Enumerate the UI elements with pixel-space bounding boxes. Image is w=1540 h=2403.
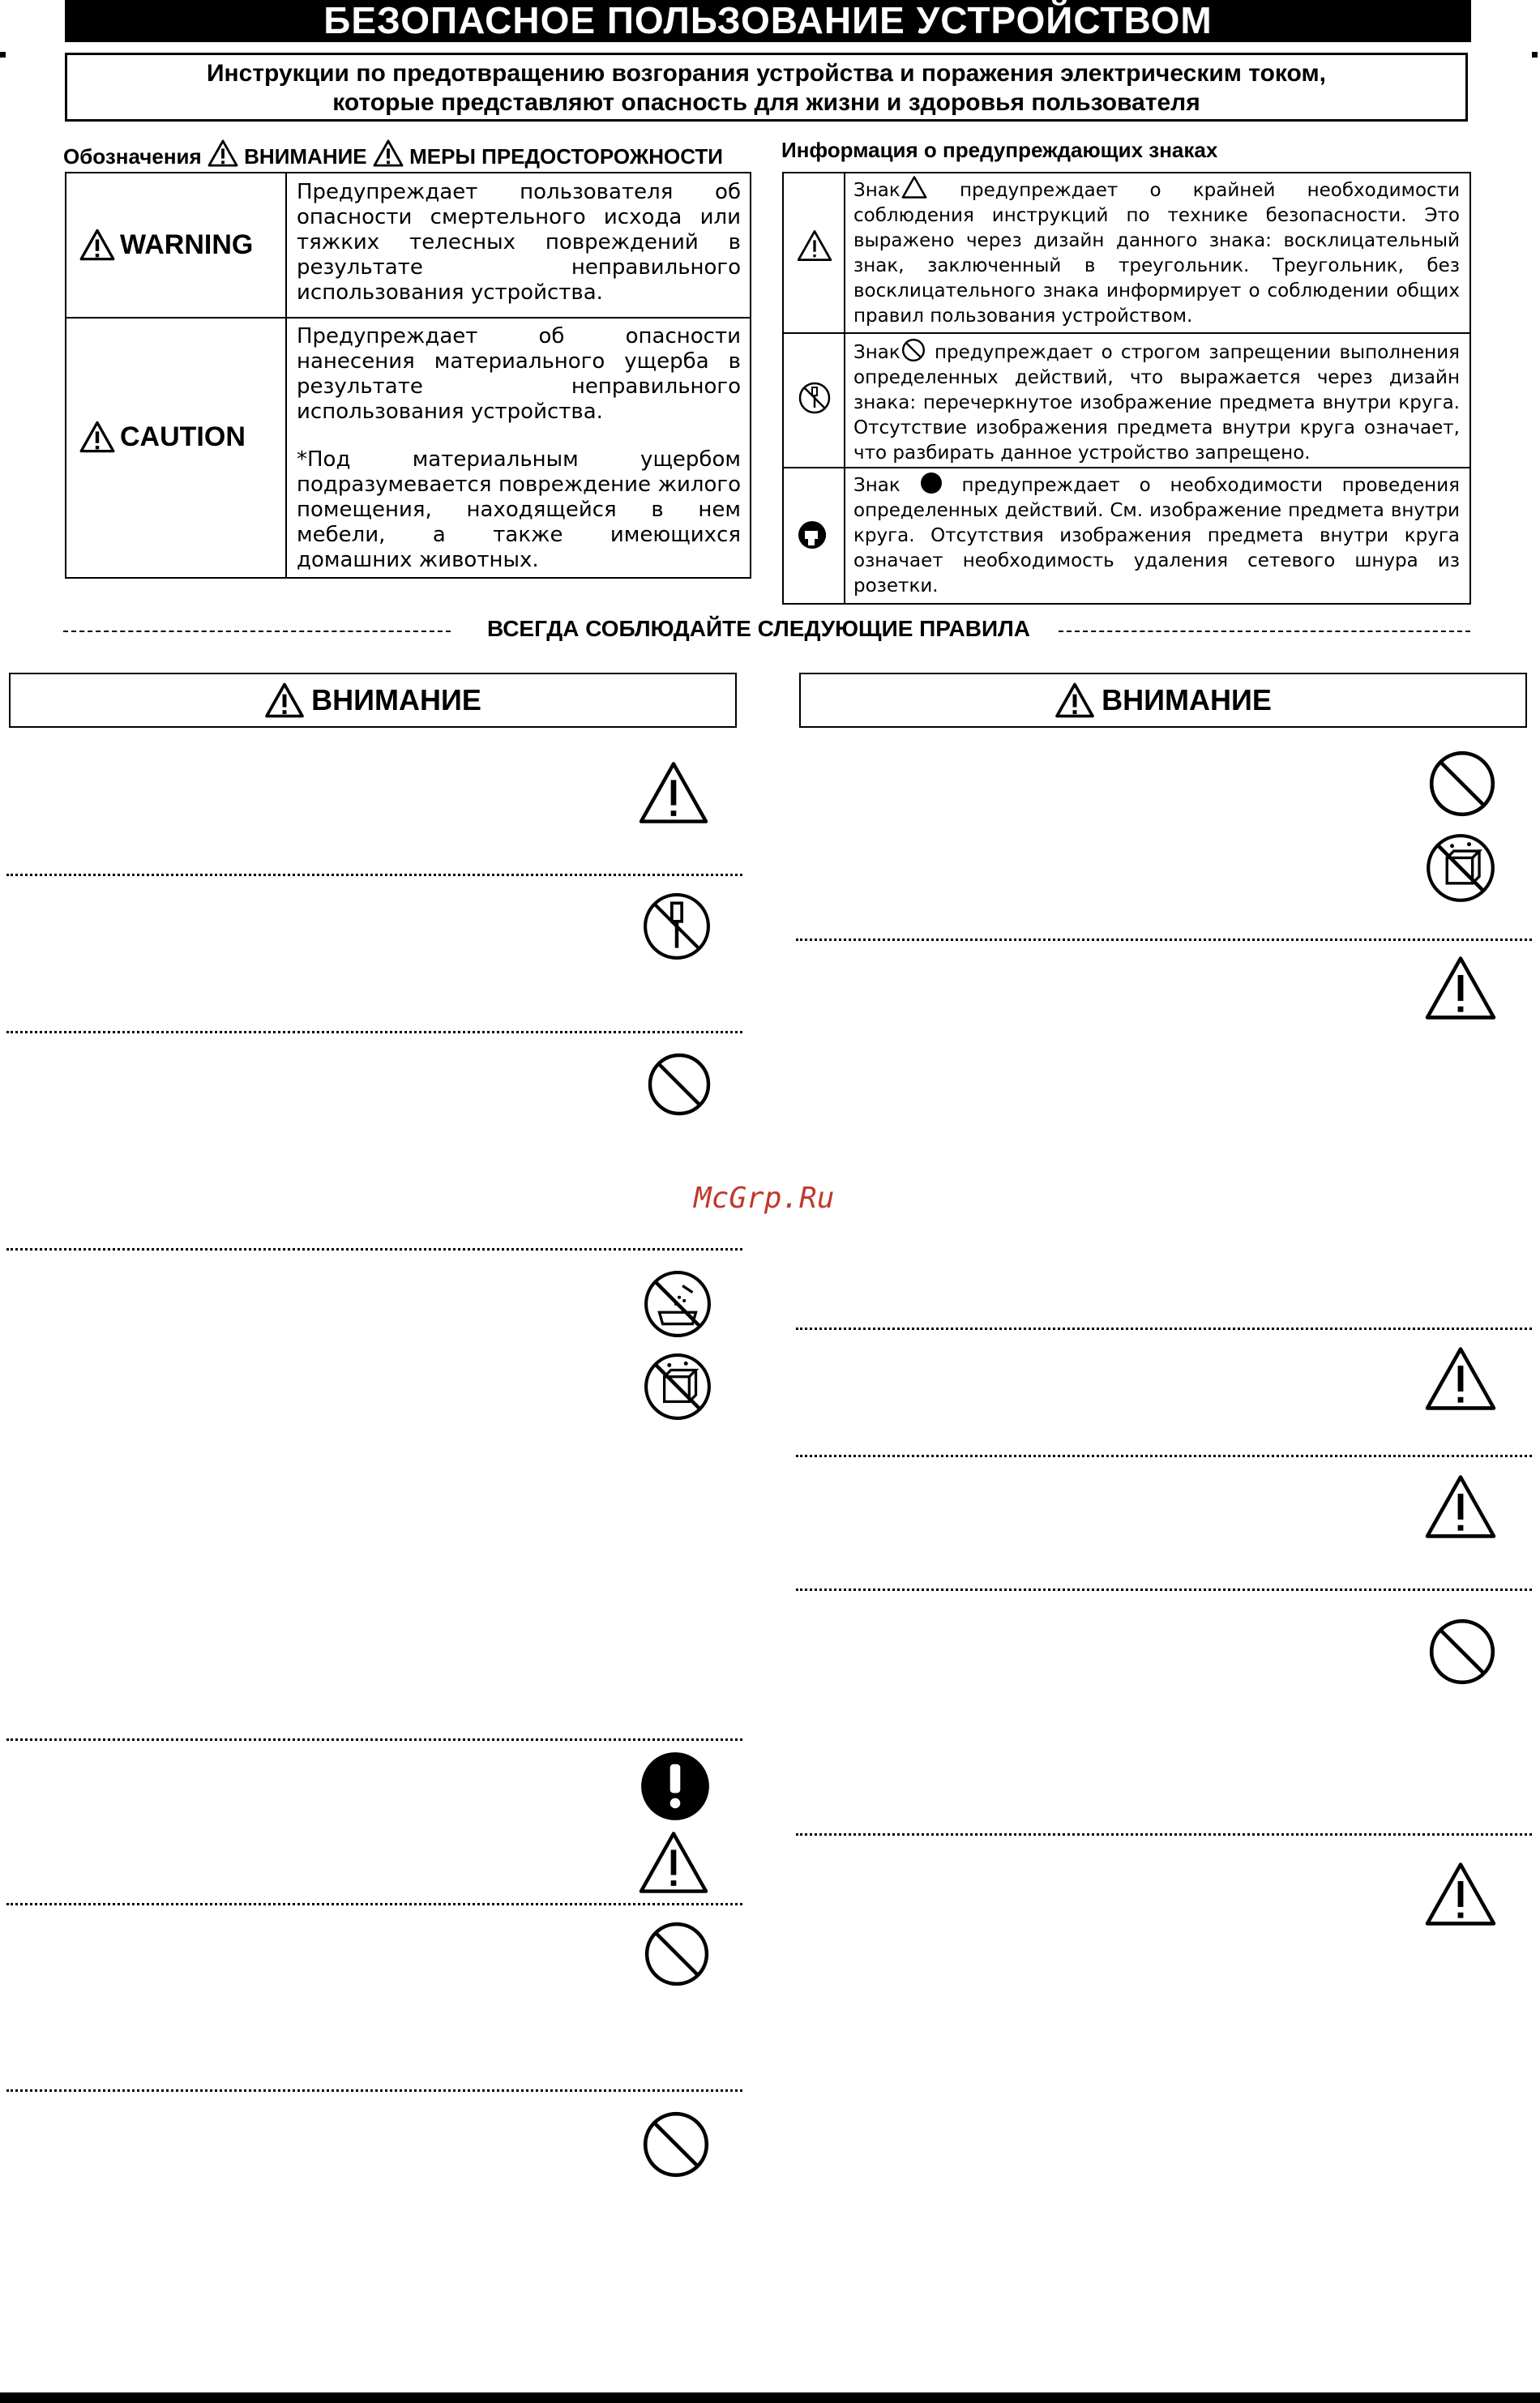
sign-row-2-body: предупреждает о строгом запрещении выполнения определенных действий, что выражается через дизайн знака: перечеркнутое изображение предмета внутри круга. Отсутствие изображения предмета внутри круга означает, что разбирать данное устройство запрещено. — [853, 342, 1460, 464]
prohibition-circle-icon — [1428, 1618, 1496, 1686]
dotted-separator — [796, 1588, 1532, 1591]
subtitle-box — [65, 53, 1468, 122]
subtitle-line-2: которые представляют опасность для жизни и здоровья пользователя — [332, 89, 1200, 116]
dotted-separator — [6, 2089, 742, 2092]
no-liquid-container-icon — [643, 1352, 712, 1422]
table-divider — [285, 173, 287, 577]
bottom-bar — [0, 2392, 1540, 2403]
dotted-separator — [6, 1903, 742, 1905]
table-divider — [844, 173, 845, 603]
warning-triangle-outline-icon — [900, 175, 928, 199]
warning-triangle-icon — [637, 1830, 710, 1895]
table-divider — [66, 317, 750, 319]
watermark: McGrp.Ru — [694, 1182, 835, 1215]
dotted-separator — [796, 939, 1532, 941]
warning-triangle-icon — [79, 229, 115, 261]
sign-row-prefix: Знак — [853, 475, 900, 496]
prohibition-circle-icon — [1428, 750, 1496, 818]
legend-table — [65, 172, 751, 579]
legend-caution-label: МЕРЫ ПРЕДОСТОРОЖНОСТИ — [409, 144, 723, 169]
warning-term: WARNING — [120, 229, 254, 260]
signs-table — [782, 172, 1471, 605]
table-divider — [784, 467, 1469, 468]
warning-triangle-icon — [797, 229, 832, 262]
dotted-separator — [6, 874, 742, 876]
table-divider — [784, 332, 1469, 334]
sign-row-3-text — [853, 472, 1460, 599]
registration-mark — [1532, 52, 1538, 58]
legend-prefix: Обозначения — [63, 144, 202, 169]
sign-row-1-text — [853, 175, 1460, 329]
warning-triangle-icon — [79, 421, 115, 453]
warning-triangle-icon — [1423, 1345, 1498, 1412]
warning-triangle-icon — [264, 682, 305, 718]
rules-banner: ВСЕГДА СОБЛЮДАЙТЕ СЛЕДУЮЩИЕ ПРАВИЛА — [487, 616, 1030, 641]
sign-row-prefix: Знак — [853, 180, 900, 201]
prohibition-circle-icon — [900, 337, 926, 363]
warning-term-cell — [79, 220, 282, 269]
no-disassembly-icon — [798, 381, 832, 415]
left-section-title: ВНИМАНИЕ — [311, 683, 481, 716]
dotted-separator — [6, 1248, 742, 1251]
caution-term: CAUTION — [120, 421, 246, 452]
legend-warning-label: ВНИМАНИЕ — [244, 144, 367, 169]
caution-term-cell — [79, 413, 282, 461]
caution-note: *Под материальным ущербом подразумевается повреждение жилого помещения, находящейся в нем мебели, а также имеющихся домашних животных. — [297, 447, 741, 572]
caution-description: Предупреждает об опасности нанесения материального ущерба в результате неправильного использования устройства. — [297, 324, 741, 424]
sign-row-prefix: Знак — [853, 342, 900, 363]
dotted-separator — [796, 1455, 1532, 1457]
no-water-shower-icon — [643, 1269, 712, 1339]
unplug-icon — [797, 520, 832, 550]
warning-triangle-icon — [207, 139, 238, 167]
prohibition-circle-icon — [642, 2110, 710, 2179]
sign-row-3-body: предупреждает о необходимости проведения определенных действий. См. изображение предмета внутри круга. Отсутствия изображения предмета внутри круга означает необходимость удаления сетевого шнура из розетки. — [853, 475, 1461, 596]
warning-triangle-icon — [373, 139, 404, 167]
mandatory-action-icon — [640, 1751, 711, 1822]
right-section-header — [799, 673, 1527, 728]
registration-mark — [0, 52, 6, 58]
subtitle-line-1: Инструкции по предотвращению возгорания устройства и поражения электрическим током, — [206, 60, 1327, 87]
dotted-separator — [796, 1328, 1532, 1330]
right-section-title: ВНИМАНИЕ — [1102, 683, 1272, 716]
dashed-rule — [1059, 631, 1470, 632]
warning-triangle-icon — [1423, 955, 1498, 1021]
no-disassembly-icon — [642, 892, 712, 961]
filled-circle-icon — [920, 472, 943, 494]
warning-triangle-icon — [637, 760, 710, 825]
warning-triangle-icon — [1423, 1473, 1498, 1540]
warning-description: Предупреждает пользователя об опасности смертельного исхода или тяжких телесных повреждений в результате неправильного использования устройства. — [297, 180, 741, 305]
prohibition-circle-icon — [644, 1921, 710, 1987]
dotted-separator — [6, 1738, 742, 1741]
warning-triangle-icon — [1054, 682, 1095, 718]
dotted-separator — [796, 1833, 1532, 1836]
left-section-header — [9, 673, 737, 728]
prohibition-circle-icon — [647, 1052, 712, 1117]
signs-heading: Информация о предупреждающих знаках — [781, 138, 1218, 162]
page-title: БЕЗОПАСНОЕ ПОЛЬЗОВАНИЕ УСТРОЙСТВОМ — [65, 0, 1471, 42]
legend-heading — [63, 139, 723, 169]
sign-row-2-text — [853, 337, 1460, 466]
dotted-separator — [6, 1031, 742, 1033]
dashed-rule — [63, 631, 451, 632]
sign-row-1-body: предупреждает о крайней необходимости соблюдения инструкций по технике безопасности. Это выражено через дизайн данного знака: восклицательный знак, заключенный в треугольник. Треугольник, без восклицательного знака информирует о соблюдении общих правил пользования устройством. — [853, 180, 1461, 327]
warning-triangle-icon — [1423, 1861, 1498, 1927]
no-liquid-container-icon — [1425, 832, 1496, 904]
